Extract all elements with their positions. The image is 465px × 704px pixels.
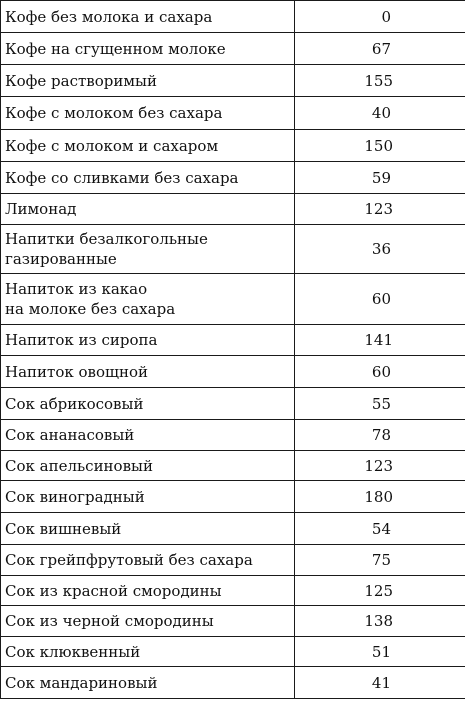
drink-name-cell bbox=[1, 606, 295, 637]
calorie-value-cell bbox=[295, 451, 465, 481]
calorie-value-cell bbox=[295, 545, 465, 576]
drink-name: Напиток овощной bbox=[5, 362, 148, 381]
table-row bbox=[1, 130, 465, 162]
drink-name-cell bbox=[1, 637, 295, 667]
table-row bbox=[1, 162, 465, 194]
calorie-value: 0 bbox=[381, 7, 391, 26]
drink-name: Сок клюквенный bbox=[5, 642, 141, 661]
drink-name-cell bbox=[1, 65, 295, 97]
calorie-value: 51 bbox=[371, 642, 391, 661]
calorie-value: 60 bbox=[371, 362, 391, 381]
table-row bbox=[1, 1, 465, 33]
table-row bbox=[1, 194, 465, 225]
drink-name-cell bbox=[1, 274, 295, 325]
calorie-value: 59 bbox=[371, 168, 391, 187]
table-row bbox=[1, 545, 465, 576]
drink-name-cell bbox=[1, 225, 295, 274]
table-row bbox=[1, 667, 465, 699]
drink-name: Кофе со сливками без сахара bbox=[5, 168, 239, 187]
calorie-value: 41 bbox=[371, 673, 391, 692]
table-row bbox=[1, 451, 465, 481]
drink-name: Напиток из сиропа bbox=[5, 331, 158, 349]
calorie-value: 55 bbox=[371, 394, 391, 413]
drink-name: Лимонад bbox=[5, 200, 77, 218]
drink-name-cell bbox=[1, 33, 295, 65]
drink-name-cell bbox=[1, 1, 295, 33]
drink-name-cell bbox=[1, 388, 295, 420]
table-row bbox=[1, 325, 465, 356]
calorie-value-cell bbox=[295, 162, 465, 194]
calorie-value-cell bbox=[295, 667, 465, 699]
drink-name-cell bbox=[1, 576, 295, 606]
table-row bbox=[1, 225, 465, 274]
calorie-value: 125 bbox=[364, 581, 393, 600]
calorie-value: 138 bbox=[364, 612, 393, 630]
drink-name: Сок апельсиновый bbox=[5, 456, 153, 475]
calorie-value-cell bbox=[295, 388, 465, 420]
drink-name: Сок ананасовый bbox=[5, 426, 135, 444]
drink-name: Сок виноградный bbox=[5, 487, 145, 506]
drink-name-cell bbox=[1, 356, 295, 388]
calorie-value-cell bbox=[295, 1, 465, 33]
drink-name-cell bbox=[1, 130, 295, 162]
calorie-value-cell bbox=[295, 606, 465, 637]
drink-name-cell bbox=[1, 325, 295, 356]
table-row bbox=[1, 388, 465, 420]
calorie-value-cell bbox=[295, 33, 465, 65]
calorie-value-cell bbox=[295, 637, 465, 667]
calorie-value-cell bbox=[295, 97, 465, 130]
calorie-value-cell bbox=[295, 513, 465, 545]
drink-name-cell bbox=[1, 451, 295, 481]
calorie-value: 78 bbox=[371, 426, 391, 444]
table-row bbox=[1, 356, 465, 388]
calorie-value-cell bbox=[295, 274, 465, 325]
drink-name-cell bbox=[1, 194, 295, 225]
drink-name: Кофе без молока и сахара bbox=[5, 7, 213, 26]
drink-name-continued: газированные bbox=[5, 250, 117, 268]
calorie-value-cell bbox=[295, 225, 465, 274]
drink-name: Кофе на сгущенном молоке bbox=[5, 39, 226, 58]
table-row bbox=[1, 420, 465, 451]
table-row bbox=[1, 576, 465, 606]
drink-name: Сок вишневый bbox=[5, 519, 122, 538]
table-row bbox=[1, 65, 465, 97]
table-row bbox=[1, 97, 465, 130]
drink-name: Сок мандариновый bbox=[5, 673, 158, 692]
drink-name: Напиток из какао bbox=[5, 280, 148, 298]
calorie-value: 75 bbox=[371, 551, 391, 569]
calorie-value: 123 bbox=[364, 456, 393, 475]
calorie-value: 60 bbox=[371, 290, 391, 308]
calorie-value-cell bbox=[295, 420, 465, 451]
calorie-value: 36 bbox=[371, 240, 391, 258]
drink-name: Сок из черной смородины bbox=[5, 612, 214, 630]
calorie-value-cell bbox=[295, 194, 465, 225]
drink-name: Сок из красной смородины bbox=[5, 581, 222, 600]
drink-name-cell bbox=[1, 667, 295, 699]
calorie-value: 141 bbox=[364, 331, 393, 349]
calorie-value-cell bbox=[295, 356, 465, 388]
drink-name-cell bbox=[1, 97, 295, 130]
table-body bbox=[1, 1, 465, 699]
drink-name: Кофе растворимый bbox=[5, 71, 157, 90]
table-row bbox=[1, 33, 465, 65]
calorie-value: 180 bbox=[364, 487, 393, 506]
drink-name: Кофе с молоком и сахаром bbox=[5, 136, 219, 155]
drink-name: Сок абрикосовый bbox=[5, 394, 144, 413]
drink-name-cell bbox=[1, 545, 295, 576]
drink-name-cell bbox=[1, 513, 295, 545]
drink-name: Кофе с молоком без сахара bbox=[5, 104, 223, 122]
table-row bbox=[1, 481, 465, 513]
drink-name: Напитки безалкогольные bbox=[5, 230, 208, 248]
calorie-value-cell bbox=[295, 130, 465, 162]
table-row bbox=[1, 274, 465, 325]
calorie-value: 40 bbox=[371, 104, 391, 122]
calorie-value-cell bbox=[295, 481, 465, 513]
calorie-value: 123 bbox=[364, 200, 393, 218]
drink-name-continued: на молоке без сахара bbox=[5, 300, 176, 318]
calorie-value: 150 bbox=[364, 136, 393, 155]
calorie-value-cell bbox=[295, 576, 465, 606]
drink-name: Сок грейпфрутовый без сахара bbox=[5, 551, 253, 569]
calorie-value: 54 bbox=[371, 519, 391, 538]
table-row bbox=[1, 637, 465, 667]
drink-name-cell bbox=[1, 481, 295, 513]
calorie-value-cell bbox=[295, 325, 465, 356]
table-row bbox=[1, 606, 465, 637]
calorie-value: 155 bbox=[364, 71, 393, 90]
calorie-value-cell bbox=[295, 65, 465, 97]
drink-name-cell bbox=[1, 420, 295, 451]
table-row bbox=[1, 513, 465, 545]
drink-name-cell bbox=[1, 162, 295, 194]
calorie-value: 67 bbox=[371, 39, 391, 58]
